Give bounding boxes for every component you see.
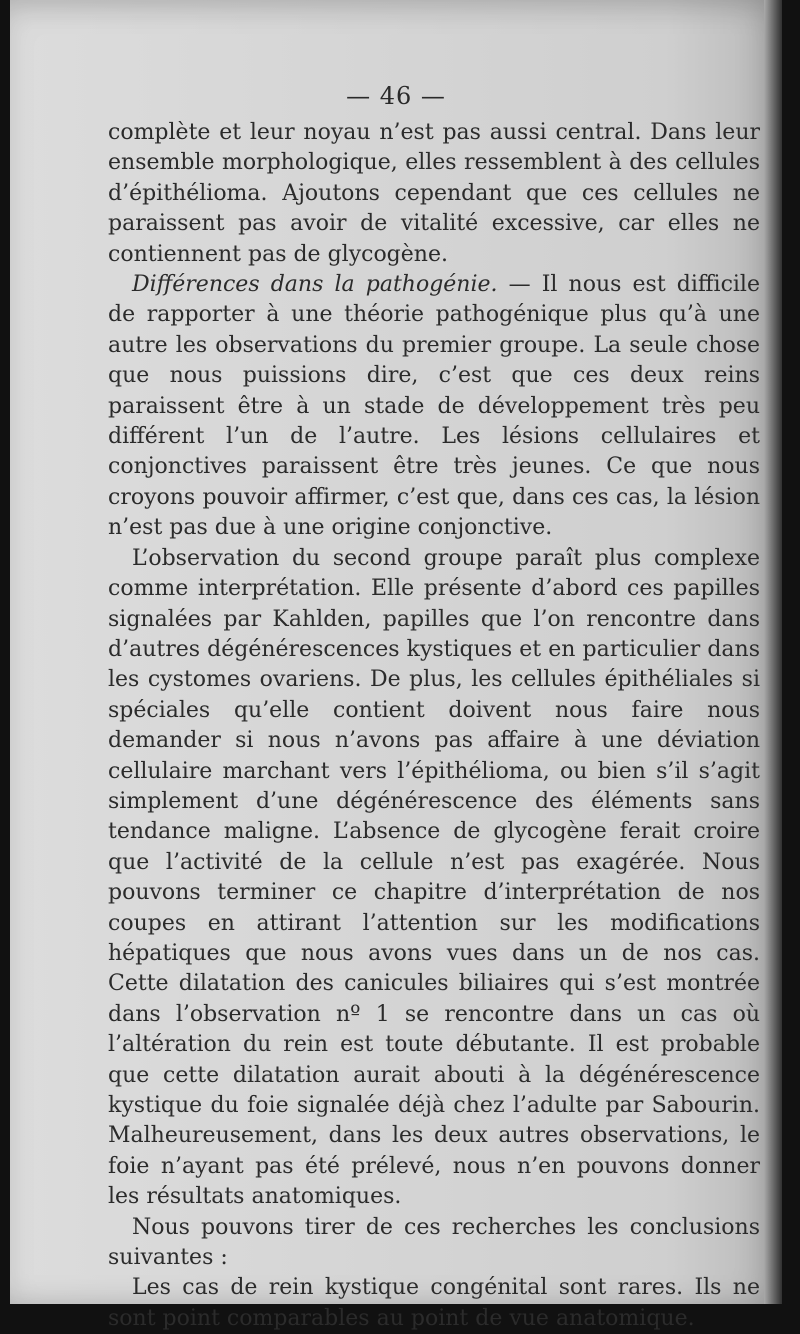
paragraph-1: complète et leur noyau n’est pas aussi central. Dans leur ensemble morphologique, elles ressemblent à des cellules d’épithélioma. Ajoutons cependant que ces cellules ne paraissent pas avoir de vitalité excessive, car elles ne contiennent pas de glycogène.	[108, 120, 760, 267]
paragraph-2-text: — Il nous est difficile de rapporter à une théorie pathogénique plus qu’à une autre les observations du premier groupe. La seule chose que nous puissions dire, c’est que ces deux reins paraissent être à un stade de développement très peu différent l’un de l’autre. Les lésions cellulaires et conjonctives paraissent être très jeunes. Ce que nous croyons pouvoir affirmer, c’est que, dans ces cas, la lésion n’est pas due à une origine conjonctive.	[108, 272, 760, 541]
paragraph-5: Les cas de rein kystique congénital sont rares. Ils ne sont point comparables au point de vue anatomique.	[108, 1275, 760, 1331]
page-gutter-shadow	[764, 0, 782, 1304]
paragraph-2	[108, 270, 760, 544]
book-page	[10, 0, 782, 1331]
paragraph-4: Nous pouvons tirer de ces recherches les conclusions suivantes :	[108, 1214, 760, 1271]
page-number: — 46 —	[346, 82, 446, 110]
section-heading: Différences dans la pathogénie.	[132, 272, 498, 298]
paragraph-3: L’observation du second groupe paraît plus complexe comme interprétation. Elle présente d’abord ces papilles signalées par Kahlden, papilles que l’on rencontre dans d’autres dégénérescences kystiques et en particulier dans les cystomes ovariens. De plus, les cellules épithéliales si spéciales qu’elle contient doivent nous faire nous demander si nous n’avons pas affaire à une déviation cellulaire marchant vers l’épithélioma, ou bien s’il s’agit simplement d’une dégénérescence des éléments sans tendance maligne. L’absence de glycogène ferait croire que l’activité de la cellule n’est pas exagérée. Nous pouvons terminer ce chapitre d’interprétation de nos coupes en attirant l’attention sur les modifications hépatiques que nous avons vues dans un de nos cas. Cette dilatation des canicules biliaires qui s’est montrée dans l’observation nº 1 se rencontre dans un cas où l’altération du rein est toute débutante. Il est probable que cette dilatation aurait abouti à la dégénérescence kystique du foie signalée déjà chez l’adulte par Sabourin. Malheureusement, dans les deux autres observations, le foie n’ayant pas été prélevé, nous n’en pouvons donner les résultats anatomiques.	[108, 545, 760, 1210]
body-text	[108, 118, 760, 1334]
